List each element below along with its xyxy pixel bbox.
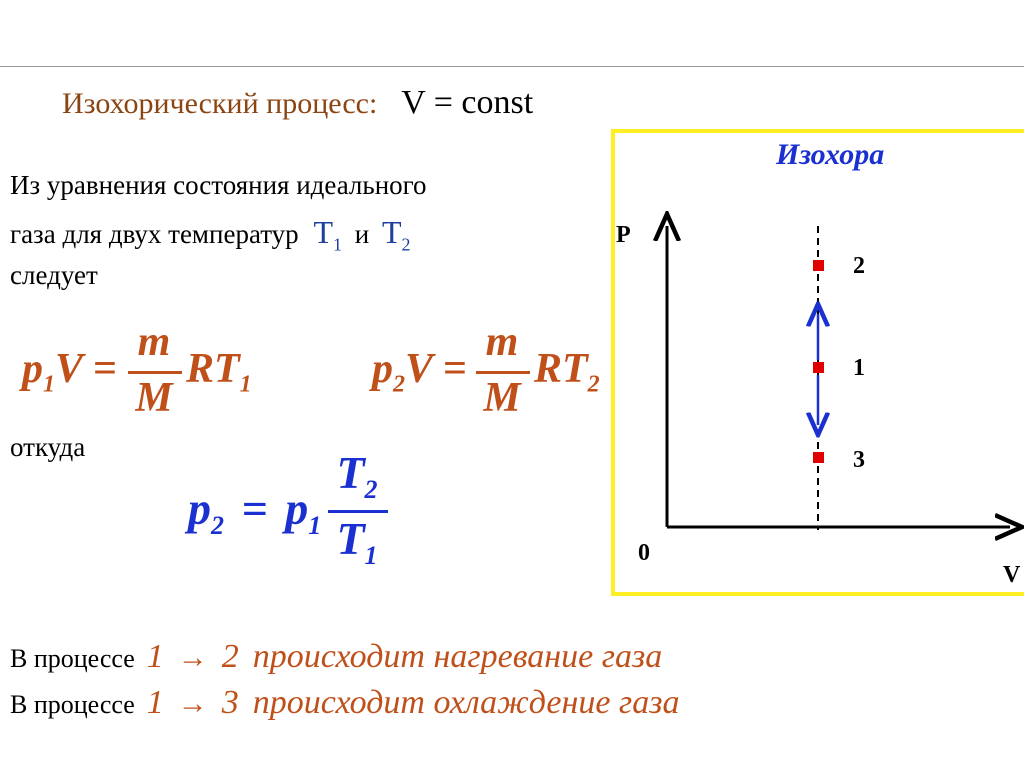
eq1-rt: RT: [186, 346, 240, 392]
result-equals: =: [241, 483, 268, 534]
state-point-2: [813, 260, 824, 271]
t1-letter: T: [313, 214, 333, 250]
process-2-from: 1: [146, 684, 164, 721]
t2-letter: T: [381, 214, 402, 250]
y-axis-label: P: [616, 222, 631, 248]
eq1-denominator: M: [135, 375, 173, 421]
result-t2: T: [336, 447, 365, 498]
process-1-arrow: →: [177, 641, 208, 674]
eq2-denominator: M: [483, 375, 521, 421]
intro-line-3: следует: [10, 260, 98, 290]
result-t1: T: [336, 513, 365, 564]
eq1-numerator: m: [137, 319, 171, 365]
process-condition: V = const: [401, 84, 534, 121]
point-label-3: 3: [853, 447, 865, 473]
eq1-p: p: [22, 346, 43, 392]
result-p1: p: [285, 483, 309, 534]
process-1-to: 2: [221, 638, 239, 675]
t2-index: 2: [401, 234, 411, 255]
intro-line-1: Из уравнения состояния идеального: [10, 170, 427, 200]
result-p2: p: [188, 483, 211, 534]
origin-label: 0: [638, 540, 650, 566]
result-p2-index: 2: [211, 511, 224, 541]
result-t2-index: 2: [364, 475, 378, 505]
point-label-1: 1: [853, 355, 865, 381]
eq2-numerator: m: [485, 319, 519, 365]
intro-line-2-text: газа для двух температур: [10, 219, 299, 249]
diagram-title: Изохора: [776, 138, 885, 171]
conjunction: и: [354, 219, 370, 249]
whence-text: откуда: [10, 432, 86, 462]
x-axis-label: V: [1003, 562, 1021, 588]
process-2-arrow: →: [177, 687, 208, 720]
eq2-p-index: 2: [393, 371, 405, 398]
state-point-3: [813, 452, 824, 463]
result-p1-index: 1: [308, 511, 322, 541]
state-point-1: [813, 362, 824, 373]
eq2-p: p: [372, 346, 393, 392]
process-1-from: 1: [146, 638, 164, 675]
eq1-p-index: 1: [43, 371, 55, 398]
result-t1-index: 1: [364, 541, 378, 571]
eq2-rt: RT: [534, 346, 588, 392]
point-label-2: 2: [853, 253, 865, 279]
process-2-to: 3: [221, 684, 239, 721]
t1-index: 1: [332, 234, 342, 255]
process-2-label: В процессе: [10, 690, 135, 719]
process-1-label: В процессе: [10, 644, 135, 673]
eq1-rt-index: 1: [239, 371, 252, 398]
process-2-description: происходит охлаждение газа: [252, 684, 680, 721]
process-name: Изохорический процесс:: [62, 87, 378, 120]
process-1-description: происходит нагревание газа: [252, 638, 663, 675]
eq2-v-equals: V =: [405, 346, 467, 392]
eq1-v-equals: V =: [55, 346, 117, 392]
eq2-rt-index: 2: [587, 371, 600, 398]
